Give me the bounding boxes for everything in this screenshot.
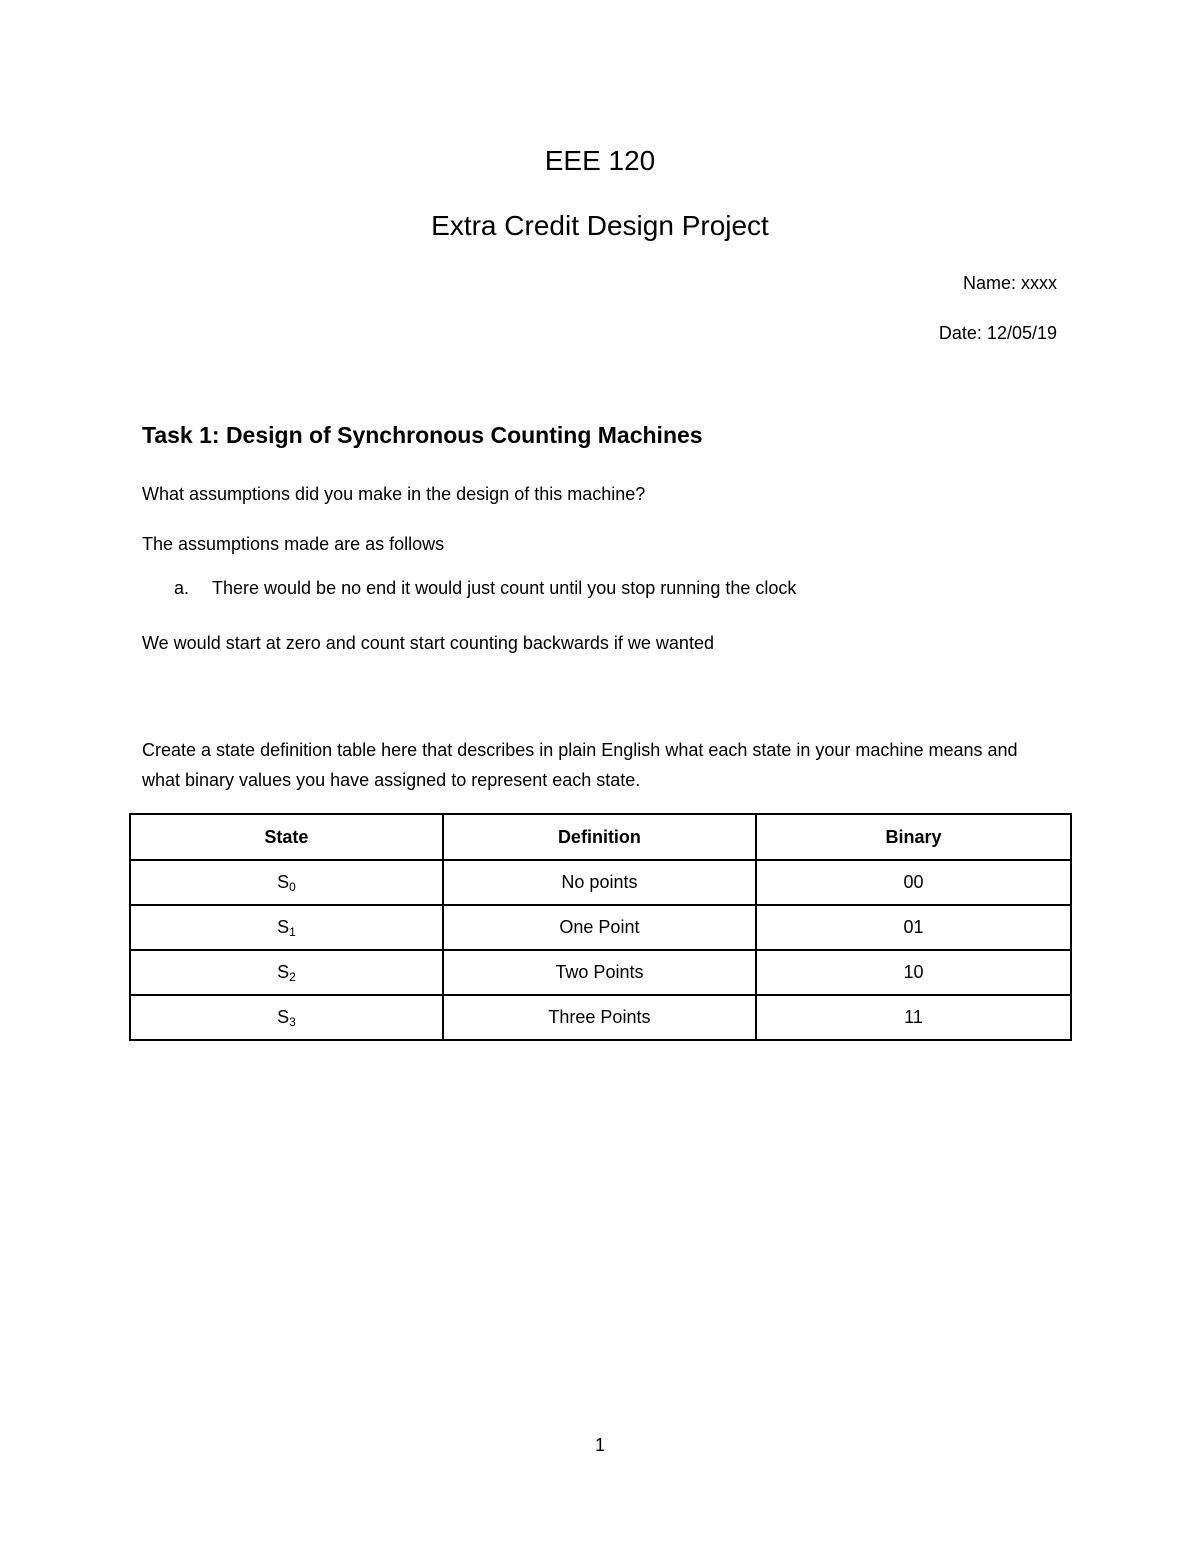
state-letter: S (277, 961, 290, 982)
binary-cell: 10 (756, 950, 1071, 995)
binary-cell: 01 (756, 905, 1071, 950)
header-definition: Definition (443, 814, 756, 860)
state-letter: S (277, 916, 290, 937)
question-assumptions: What assumptions did you make in the design of this machine? (142, 484, 646, 504)
list-item (174, 578, 796, 599)
table-row (130, 950, 1071, 995)
definition-cell: Three Points (443, 995, 756, 1040)
task-heading: Task 1: Design of Synchronous Counting Machines (142, 422, 703, 448)
state-cell (130, 860, 443, 905)
list-marker: a. (174, 578, 190, 598)
table-row (130, 860, 1071, 905)
table-row (130, 905, 1071, 950)
course-code: EEE 120 (544, 145, 656, 176)
definition-cell: Two Points (443, 950, 756, 995)
answer-intro: The assumptions made are as follows (142, 534, 445, 554)
state-cell (130, 905, 443, 950)
state-subscript: 2 (289, 969, 296, 984)
state-subscript: 3 (289, 1014, 296, 1029)
state-subscript: 1 (289, 924, 296, 939)
state-letter: S (277, 1006, 290, 1027)
answer-extra: We would start at zero and count start counting backwards if we wanted (142, 633, 714, 653)
document-date: Date: 12/05/19 (938, 323, 1057, 343)
state-cell (130, 995, 443, 1040)
header-binary: Binary (756, 814, 1071, 860)
page-number: 1 (594, 1435, 605, 1455)
student-name: Name: xxxx (962, 273, 1057, 293)
state-cell (130, 950, 443, 995)
list-item-text: There would be no end it would just count until you stop running the clock (212, 578, 797, 598)
definition-cell: One Point (443, 905, 756, 950)
table-row (130, 995, 1071, 1040)
header-state: State (130, 814, 443, 860)
state-letter: S (277, 871, 290, 892)
table-header-row (130, 814, 1071, 860)
document-title: Extra Credit Design Project (431, 210, 769, 241)
binary-cell: 00 (756, 860, 1071, 905)
definition-cell: No points (443, 860, 756, 905)
state-subscript: 0 (289, 879, 296, 894)
state-definition-table (129, 813, 1072, 1041)
question-state-table: Create a state definition table here that describes in plain English what each state in your machine means and what binary values you have assigned to represent each state. (142, 740, 1018, 790)
binary-cell: 11 (756, 995, 1071, 1040)
